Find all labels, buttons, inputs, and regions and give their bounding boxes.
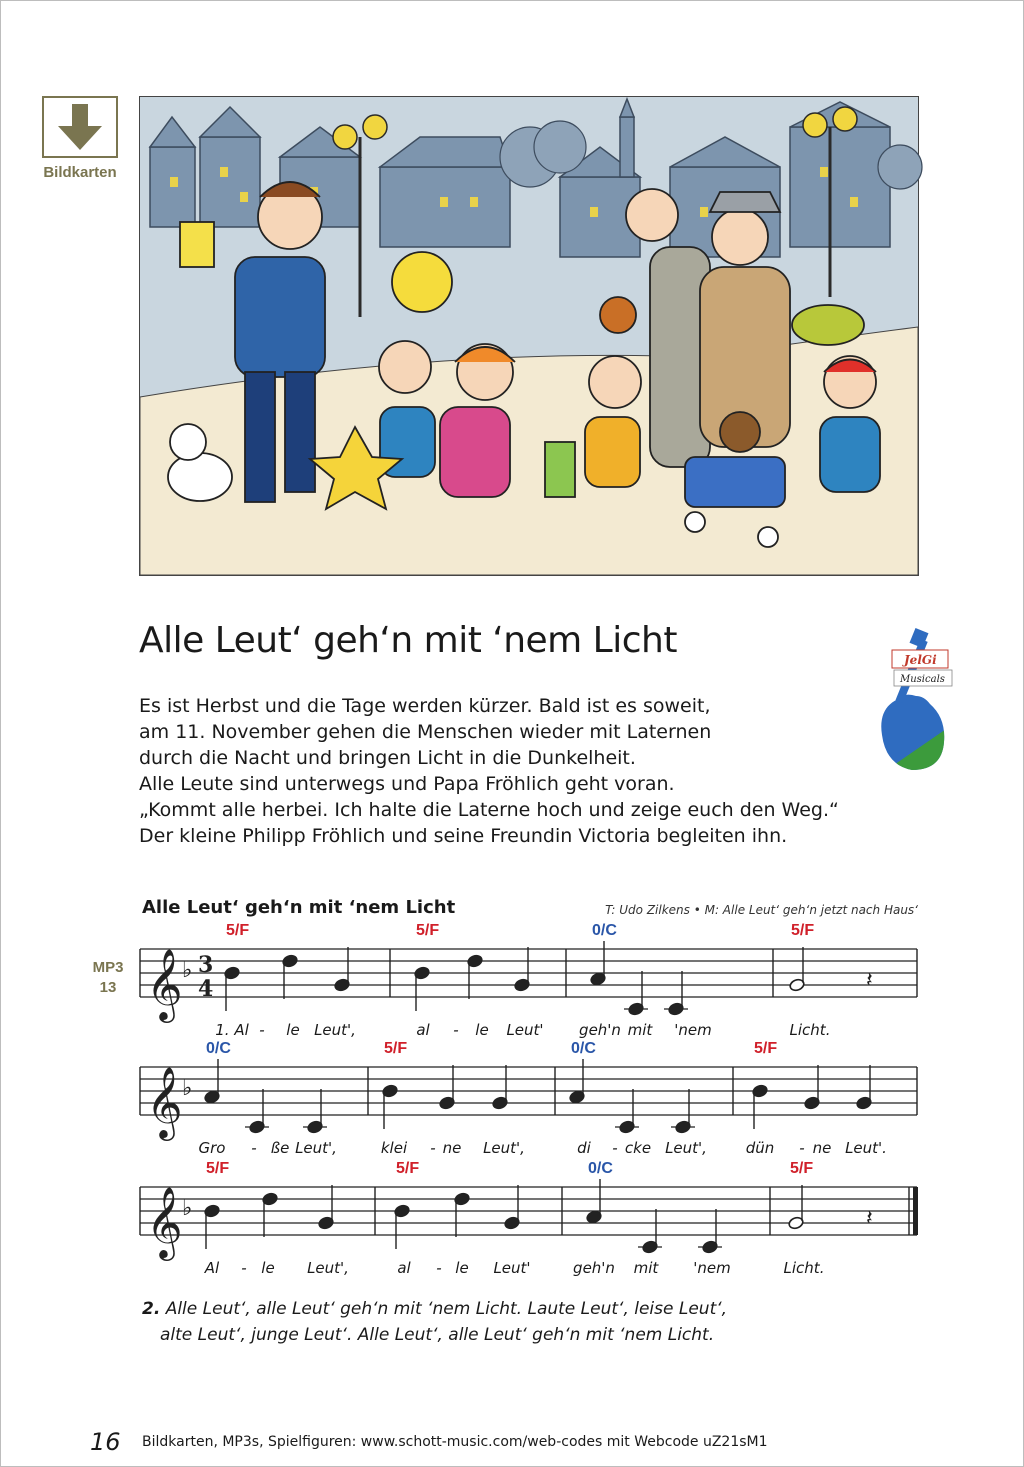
- intro-line: durch die Nacht und bringen Licht in die Dunkelheit.: [139, 747, 636, 769]
- lyric-syllable: dün: [745, 1139, 775, 1157]
- logo-text-top: JelGi: [904, 653, 937, 667]
- lyric-syllable: ne: [442, 1139, 462, 1157]
- lyric-syllable: 1. Al: [215, 1021, 249, 1039]
- key-flat: ♭: [182, 958, 193, 983]
- chord-symbol: 5/F: [396, 1160, 420, 1177]
- chord-symbol: 5/F: [416, 922, 440, 939]
- lyric-syllable: le: [286, 1021, 300, 1039]
- page-title: Alle Leut‘ geh‘n mit ‘nem Licht: [139, 620, 677, 661]
- lyric-syllable: Leut',: [295, 1139, 337, 1157]
- lyric-syllable: -: [612, 1139, 618, 1157]
- lyric-syllable: geh'n: [579, 1021, 621, 1039]
- intro-line: „Kommt alle herbei. Ich halte die Laterne hoch und zeige euch den Weg.“: [139, 799, 839, 821]
- intro-line: Der kleine Philipp Fröhlich und seine Freundin Victoria begleiten ihn.: [139, 825, 788, 847]
- quarter-rest: 𝄽: [866, 1206, 873, 1231]
- lyric-syllable: ne: [812, 1139, 832, 1157]
- bildkarten-download-badge[interactable]: [40, 96, 120, 181]
- chord-symbol: 0/C: [206, 1040, 231, 1057]
- lyric-syllable: Licht.: [783, 1259, 825, 1277]
- lyric-syllable: -: [453, 1021, 459, 1039]
- lyric-syllable: Gro: [198, 1139, 226, 1157]
- treble-clef: 𝄞: [146, 1065, 183, 1138]
- lyric-syllable: cke: [624, 1139, 652, 1157]
- lyric-syllable: -: [259, 1021, 265, 1039]
- song-title: Alle Leut‘ geh‘n mit ‘nem Licht: [142, 897, 456, 918]
- lyric-syllable: -: [436, 1259, 442, 1277]
- intro-line: Es ist Herbst und die Tage werden kürzer. Bald ist es soweit,: [139, 695, 711, 717]
- download-arrow-icon: [42, 96, 118, 158]
- lyric-syllable: Leut',: [665, 1139, 707, 1157]
- lyric-syllable: Leut',: [314, 1021, 356, 1039]
- lyric-syllable: 'nem: [674, 1021, 712, 1039]
- lyric-syllable: Leut',: [483, 1139, 525, 1157]
- mp3-label: MP3: [92, 959, 124, 976]
- lyric-syllable: ße: [270, 1139, 290, 1157]
- final-barline: [913, 1187, 918, 1235]
- lyric-syllable: di: [577, 1139, 591, 1157]
- key-flat: ♭: [182, 1196, 193, 1221]
- chord-symbol: 5/F: [791, 922, 815, 939]
- lyric-syllable: al: [397, 1259, 411, 1277]
- logo-text-bottom: Musicals: [900, 674, 945, 685]
- lyric-syllable: le: [261, 1259, 275, 1277]
- verse-2-number: 2.: [142, 1299, 161, 1319]
- lyric-syllable: le: [455, 1259, 469, 1277]
- intro-line: Alle Leute sind unterwegs und Papa Fröhlich geht voran.: [139, 773, 675, 795]
- lyric-syllable: -: [799, 1139, 805, 1157]
- chord-symbol: 5/F: [754, 1040, 778, 1057]
- lyric-syllable: al: [416, 1021, 430, 1039]
- chord-symbol: 0/C: [592, 922, 617, 939]
- treble-clef: 𝄞: [146, 1185, 183, 1258]
- intro-line: am 11. November gehen die Menschen wieder mit Laternen: [139, 721, 712, 743]
- chord-symbol: 5/F: [384, 1040, 408, 1057]
- time-signature-bottom: 4: [198, 976, 214, 1002]
- treble-clef: 𝄞: [146, 947, 183, 1020]
- lyric-syllable: -: [430, 1139, 436, 1157]
- chord-symbol: 5/F: [226, 922, 250, 939]
- lyric-syllable: mit: [627, 1021, 653, 1039]
- bildkarten-label: Bildkarten: [43, 164, 117, 181]
- lyric-syllable: -: [241, 1259, 247, 1277]
- song-credit: T: Udo Zilkens • M: Alle Leut‘ geh‘n jetzt nach Haus‘: [605, 903, 918, 917]
- lyric-syllable: Leut': [506, 1021, 544, 1039]
- footer-text: Bildkarten, MP3s, Spielfiguren: www.schott-music.com/web-codes mit Webcode uZ21sM1: [142, 1434, 768, 1450]
- intro-text: [139, 693, 879, 849]
- lyric-syllable: Leut': [493, 1259, 531, 1277]
- lantern-parade-illustration: [139, 96, 919, 576]
- lyric-syllable: geh'n: [573, 1259, 615, 1277]
- lyric-syllable: Licht.: [789, 1021, 831, 1039]
- verse-2: [142, 1296, 727, 1348]
- sheet-music: [0, 922, 1024, 1277]
- verse-2-line-2: alte Leut‘, junge Leut‘. Alle Leut‘, alle Leut‘ geh‘n mit ‘nem Licht.: [160, 1325, 715, 1345]
- lyric-syllable: mit: [633, 1259, 659, 1277]
- page-number: 16: [90, 1428, 121, 1456]
- lyric-syllable: le: [475, 1021, 489, 1039]
- key-flat: ♭: [182, 1076, 193, 1101]
- lyric-syllable: -: [251, 1139, 257, 1157]
- lyric-syllable: Leut'.: [845, 1139, 887, 1157]
- lyric-syllable: 'nem: [693, 1259, 731, 1277]
- verse-2-line-1: Alle Leut‘, alle Leut‘ geh‘n mit ‘nem Licht. Laute Leut‘, leise Leut‘,: [165, 1299, 728, 1319]
- lyric-syllable: Al: [204, 1259, 220, 1277]
- lyric-syllable: Leut',: [307, 1259, 349, 1277]
- chord-symbol: 0/C: [571, 1040, 596, 1057]
- time-signature-top: 3: [198, 952, 214, 978]
- chord-symbol: 5/F: [206, 1160, 230, 1177]
- chord-symbol: 5/F: [790, 1160, 814, 1177]
- chord-symbol: 0/C: [588, 1160, 613, 1177]
- quarter-rest: 𝄽: [866, 968, 873, 993]
- lyric-syllable: klei: [380, 1139, 408, 1157]
- jelgi-musicals-logo: [872, 630, 952, 780]
- mp3-track-number: 13: [99, 979, 117, 996]
